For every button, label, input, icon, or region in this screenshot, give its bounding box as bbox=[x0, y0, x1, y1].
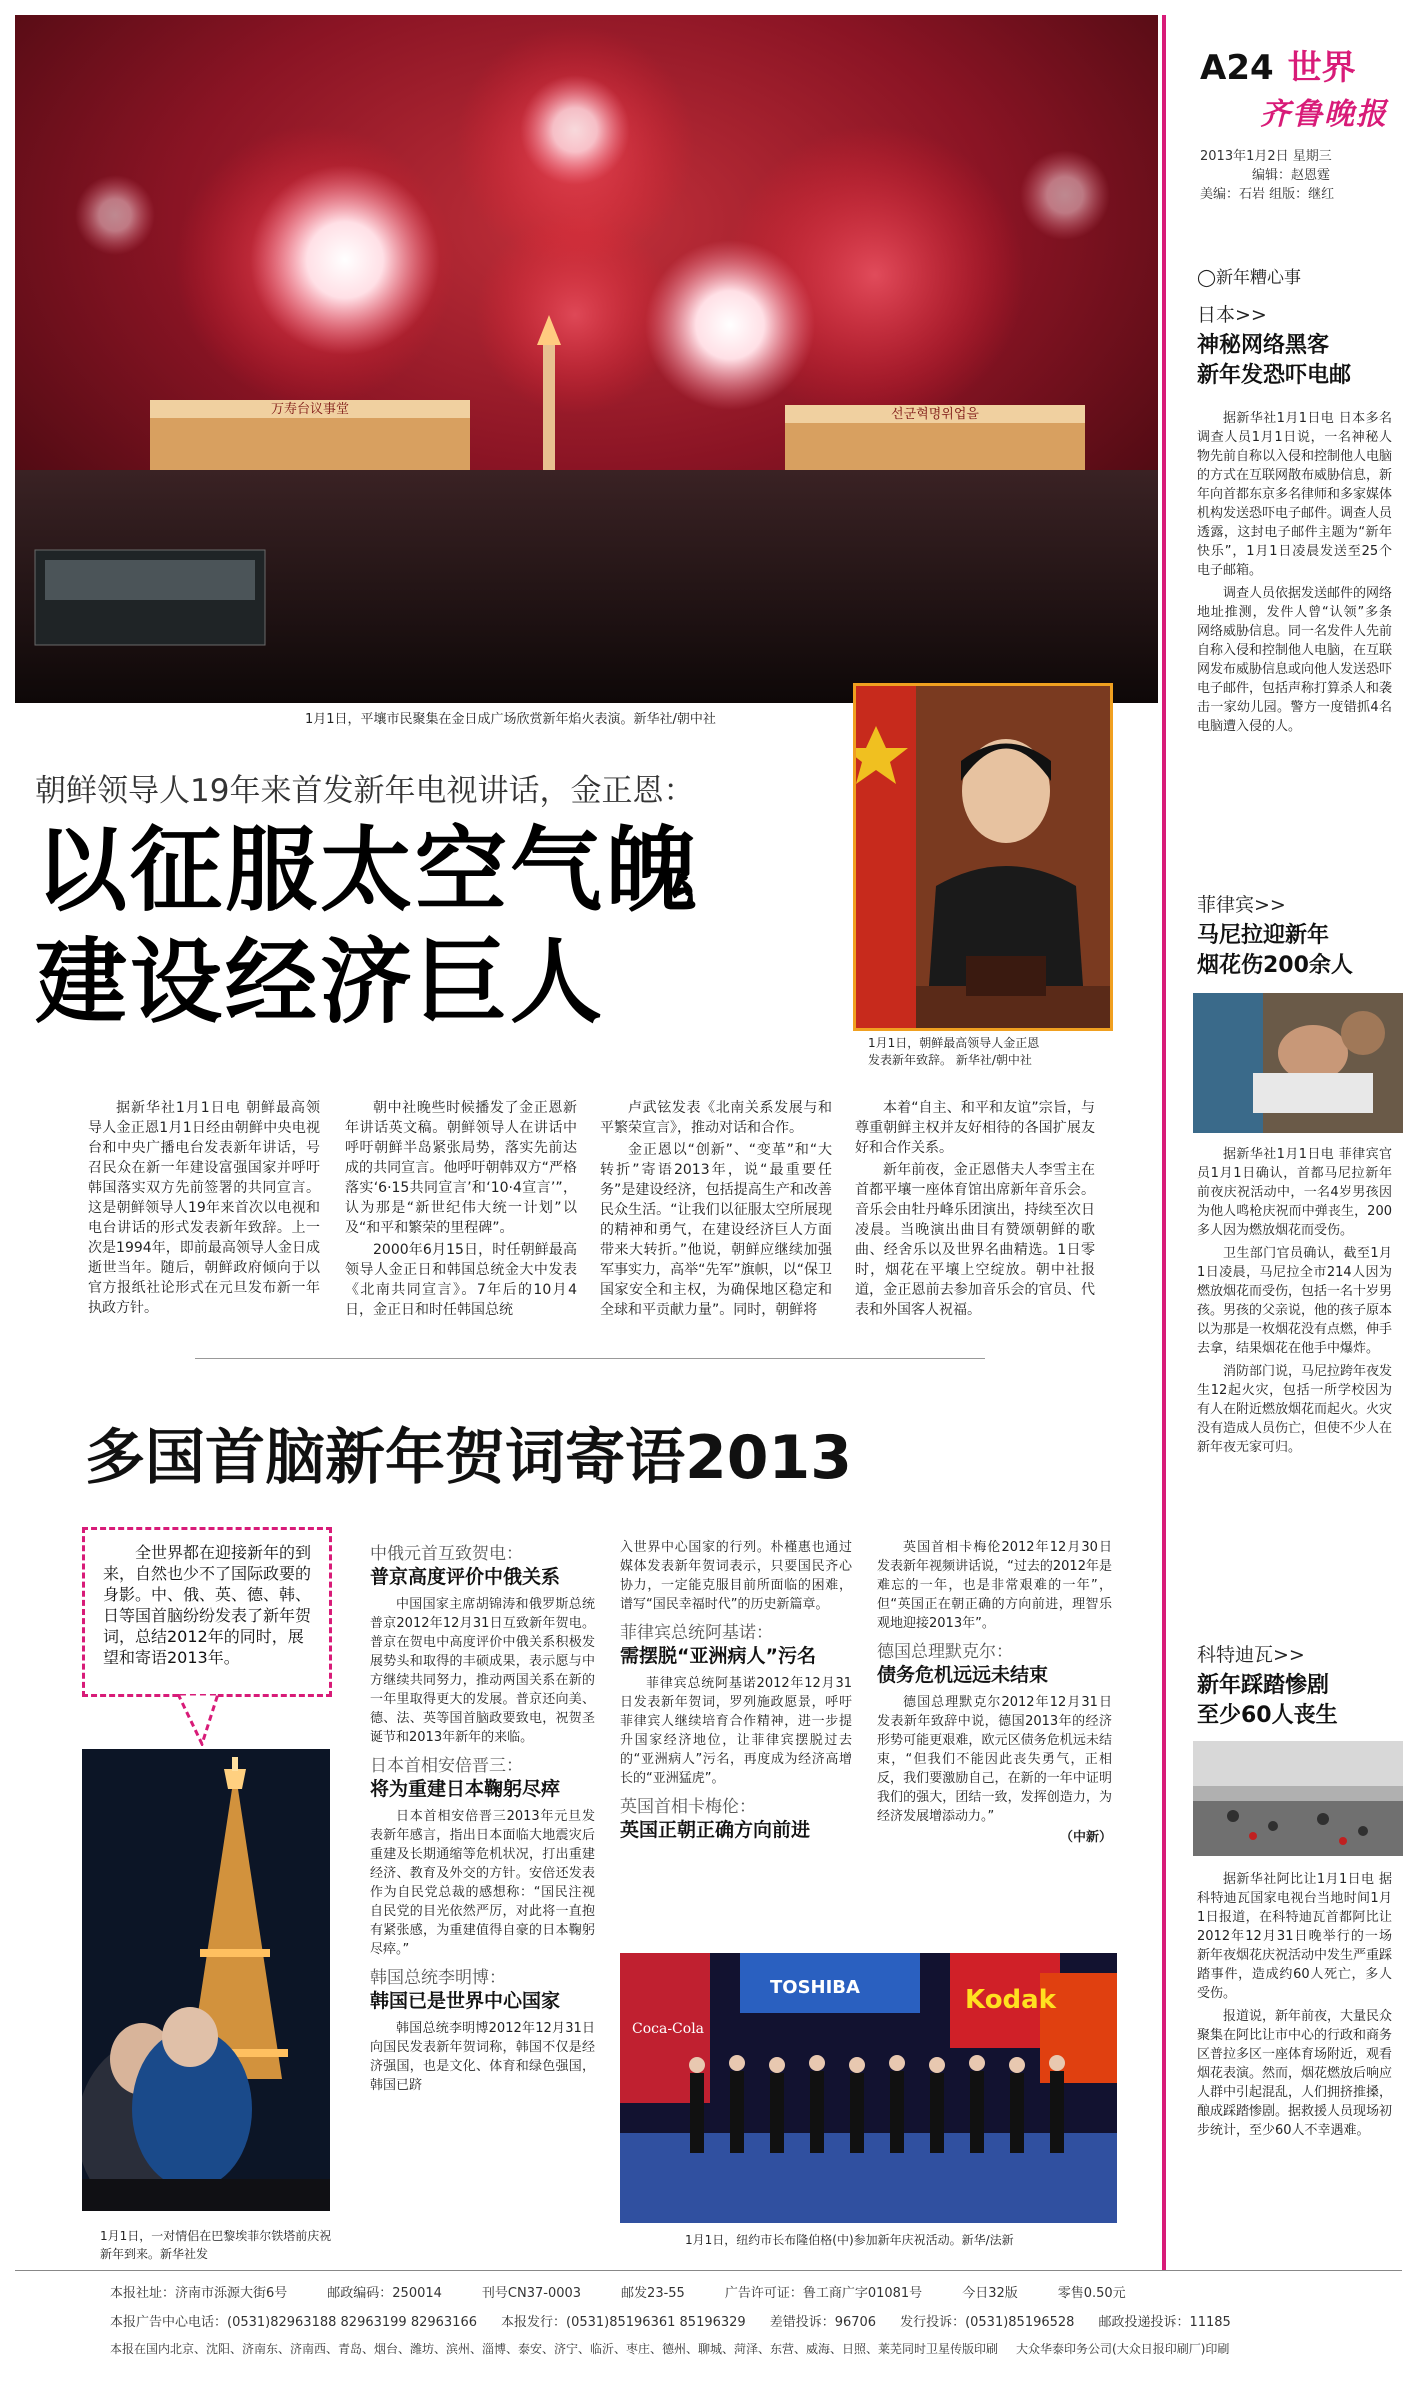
footer-postcode: 邮政编码：250014 bbox=[327, 2286, 442, 2301]
section-divider bbox=[195, 1358, 985, 1359]
portrait-caption-line2: 发表新年致辞。 新华社/朝中社 bbox=[868, 1053, 1032, 1067]
footer-error-complaint: 差错投诉：96706 bbox=[769, 2315, 877, 2330]
sub-text-china-russia: 中国国家主席胡锦涛和俄罗斯总统普京2012年12月31日互致新年贺电。普京在贺电中高度评价中俄关系积极发展势头和取得的丰硕成果，表示愿与中方继续共同努力，推动两国关系在新的一年里取得更大的发展。普京还向美、德、法、英等国首脑政要致电，祝贺圣诞节和2013年新年的来临。 bbox=[370, 1597, 595, 1745]
fireworks-image bbox=[15, 15, 1158, 703]
building-right-sign: 선군혁명위업을 bbox=[891, 407, 979, 422]
lead-column-4 bbox=[855, 1098, 1095, 1322]
sub-text-philippines: 菲律宾总统阿基诺2012年12月31日发表新年贺词，罗列施政愿景，呼吁菲律宾人继续培育合作精神，进一步提升国家经济地位，让菲律宾摆脱过去的“亚洲病人”污名，再度成为经济高增长的“亚洲猛虎”。 bbox=[620, 1676, 852, 1786]
lead-kicker: 朝鲜领导人19年来首发新年电视讲话，金正恩： bbox=[35, 773, 695, 809]
lead-col3-p2: 金正恩以“创新”、“变革”和“大转折”寄语2013年，说“最重要任务”是建设经济，包括提高生产和改善民众生活。“让我们以征服太空所展现的精神和勇气，在建设经济巨人方面带来大转折。”他说，朝鲜应继续加强军事实力，高举“先军”旗帜，以“保卫国家安全和主权，为确保地区稳定和全球和平贡献力量”。同时，朝鲜将 bbox=[600, 1142, 832, 1318]
sub-head-germany: 债务危机远远未结束 bbox=[877, 1664, 1049, 1686]
sub-text-japan: 日本首相安倍晋三2013年元旦发表新年感言，指出日本面临大地震灾后重建及长期通缩等危机状况，打出重建经济、教育及外交的方针。安倍还发表作为自民党总裁的感想称：“国民注视自民党的目光依然严厉，对此将一直抱有紧张感，为重建值得自豪的日本鞠躬尽瘁。” bbox=[370, 1809, 595, 1957]
sub-head-philippines: 需摆脱“亚洲病人”污名 bbox=[620, 1645, 816, 1667]
top-photo-caption: 1月1日，平壤市民聚集在金日成广场欣赏新年焰火表演。新华社/朝中社 bbox=[305, 712, 716, 727]
intro-bubble-text: 全世界都在迎接新年的到来，自然也少不了国际政要的身影。中、俄、英、德、韩、日等国首脑纷纷发表了新年贺词，总结2012年的同时，展望和寄语2013年。 bbox=[103, 1543, 312, 1667]
footer-ad-license: 广告许可证：鲁工商广字01081号 bbox=[724, 2286, 923, 2301]
sidebar-label: ◯新年糟心事 bbox=[1197, 268, 1302, 288]
sub-text-korea-cont: 入世界中心国家的行列。朴槿惠也通过媒体发表新年贺词表示，只要国民齐心协力，一定能克服目前所面临的困难，谱写“国民幸福时代”的历史新篇章。 bbox=[620, 1540, 852, 1612]
footer-price: 零售0.50元 bbox=[1057, 2286, 1126, 2301]
sidebar-text-philippines bbox=[1197, 1145, 1392, 1457]
lead-column-3 bbox=[600, 1098, 832, 1322]
lead-col2-p2: 2000年6月15日，时任朝鲜最高领导人金正日和韩国总统金大中发表《北南共同宣言》。7年后的10月4日，金正日和时任韩国总统 bbox=[345, 1242, 577, 1318]
footer-pages: 今日32版 bbox=[962, 2286, 1018, 2301]
footer-row-2 bbox=[110, 2311, 1390, 2330]
sidebar-head-japan bbox=[1197, 331, 1392, 391]
footer-distribution: 本报发行：(0531)85196361 85196329 bbox=[501, 2315, 746, 2330]
sidebar-text-japan-p1: 据新华社1月1日电 日本多名调查人员1月1日说，一名神秘人物先前自称以入侵和控制他人电脑的方式在互联网散布威胁信息，新年向首都东京多名律师和多家媒体机构发送恐吓电子邮件。调查人员透露，这封电子邮件主题为“新年快乐”，1月1日凌晨发送至25个电子邮箱。 bbox=[1197, 411, 1393, 578]
second-col-3 bbox=[877, 1538, 1112, 1847]
sidebar-head-ivorycoast-line1: 新年踩踏惨剧 bbox=[1197, 1673, 1330, 1698]
sidebar-photo-philippines bbox=[1193, 993, 1403, 1133]
sidebar-head-philippines-line2: 烟花伤200余人 bbox=[1197, 953, 1353, 978]
lead-col3-p1: 卢武铉发表《北南关系发展与和平繁荣宣言》，推动对话和合作。 bbox=[600, 1100, 832, 1136]
portrait-caption bbox=[868, 1035, 1128, 1069]
sidebar-text-philippines-p2: 卫生部门官员确认，截至1月1日凌晨，马尼拉全市214人因为燃放烟花而受伤，包括一名十岁男孩。男孩的父亲说，他的孩子原本以为那是一枚烟花没有点燃，伸手去拿，结果烟花在他手中爆炸。 bbox=[1197, 1246, 1393, 1356]
footer-issn: 刊号CN37-0003 bbox=[481, 2286, 582, 2301]
lead-headline-line2: 建设经济巨人 bbox=[35, 929, 606, 1036]
sidebar-text-japan bbox=[1197, 409, 1392, 736]
footer-row-1 bbox=[110, 2282, 1390, 2301]
top-photo bbox=[15, 15, 1158, 703]
lead-col1-p1: 据新华社1月1日电 朝鲜最高领导人金正恩1月1日经由朝鲜中央电视台和中央广播电台发表新年讲话，号召民众在新一年建设富强国家并呼吁韩国落实双方先前签署的共同宣言。这是朝鲜领导人19年来首次以电视和电台讲话的形式发表新年致辞。上一次是1994年，即前最高领导人金日成逝世当年。随后，朝鲜政府倾向于以官方报纸社论形式在元旦发布新一年执政方针。 bbox=[88, 1100, 320, 1316]
injured-child-image bbox=[1193, 993, 1403, 1133]
second-credit: （中新） bbox=[1059, 1830, 1112, 1845]
sign-kodak: Kodak bbox=[965, 1985, 1056, 2015]
newyork-photo bbox=[620, 1953, 1117, 2223]
sub-head-korea: 韩国已是世界中心国家 bbox=[370, 1990, 561, 2012]
sidebar-photo-ivorycoast bbox=[1193, 1741, 1403, 1856]
sidebar-divider bbox=[1162, 15, 1166, 2270]
lead-column-2 bbox=[345, 1098, 577, 1322]
editor-credit: 编辑：赵恩霆 bbox=[1252, 168, 1331, 183]
sidebar-text-ivorycoast bbox=[1197, 1870, 1392, 2140]
footer-printer: 大众华泰印务公司(大众日报印刷厂)印刷 bbox=[1016, 2342, 1230, 2356]
sub-tag-china-russia: 中俄元首互致贺电： bbox=[370, 1544, 523, 1564]
sidebar-head-philippines bbox=[1197, 921, 1392, 981]
sub-tag-uk: 英国首相卡梅伦： bbox=[620, 1797, 756, 1817]
sub-head-china-russia: 普京高度评价中俄关系 bbox=[370, 1566, 561, 1588]
leader-portrait-image bbox=[856, 686, 1110, 1028]
lead-column-1 bbox=[88, 1098, 320, 1320]
second-col-2 bbox=[620, 1538, 852, 1848]
lead-col4-p1: 本着“自主、和平和友谊”宗旨，与尊重朝鲜主权并友好相待的各国扩展友好和合作关系。 bbox=[855, 1100, 1095, 1156]
sidebar-item-ivorycoast bbox=[1197, 1640, 1392, 2144]
sub-tag-korea: 韩国总统李明博： bbox=[370, 1968, 506, 1988]
sidebar-country-philippines: 菲律宾>> bbox=[1197, 894, 1286, 916]
sidebar-head-philippines-line1: 马尼拉迎新年 bbox=[1197, 923, 1330, 948]
footer bbox=[110, 2282, 1390, 2357]
sub-text-korea: 韩国总统李明博2012年12月31日向国民发表新年贺词称，韩国不仅是经济强国，也是文化、体育和绿色强国，韩国已跻 bbox=[370, 2021, 595, 2093]
stampede-scene-image bbox=[1193, 1741, 1403, 1856]
sub-item-germany bbox=[877, 1643, 1112, 1826]
eiffel-caption: 1月1日，一对情侣在巴黎埃菲尔铁塔前庆祝新年到来。新华社发 bbox=[100, 2229, 332, 2261]
footer-row-3 bbox=[110, 2340, 1390, 2357]
times-square-image bbox=[620, 1953, 1117, 2223]
sidebar-text-ivorycoast-p1: 据新华社阿比让1月1日电 据科特迪瓦国家电视台当地时间1月1日报道，在科特迪瓦首都阿比让2012年12月31日晚举行的一场新年夜烟花庆祝活动中发生严重踩踏事件，造成约60人死亡，多人受伤。 bbox=[1197, 1872, 1393, 2001]
lead-headline bbox=[35, 815, 700, 1039]
footer-address: 本报社址：济南市泺源大街6号 bbox=[110, 2286, 288, 2301]
issue-date: 2013年1月2日 星期三 bbox=[1200, 149, 1332, 164]
sub-text-germany: 德国总理默克尔2012年12月31日发表新年致辞中说，德国2013年的经济形势可能更艰难，欧元区债务危机远未结束，“但我们不能因此丧失勇气，正相反，我们要激励自己，在新的一年中证明我们的强大，团结一致，发挥创造力，为经济发展增添动力。” bbox=[877, 1695, 1112, 1824]
sub-item-uk bbox=[620, 1798, 852, 1840]
newyork-caption: 1月1日，纽约市长布隆伯格(中)参加新年庆祝活动。新华/法新 bbox=[685, 2233, 1014, 2247]
sidebar-country-ivorycoast: 科特迪瓦>> bbox=[1197, 1644, 1305, 1666]
sidebar-head-ivorycoast-line2: 至少60人丧生 bbox=[1197, 1703, 1338, 1728]
sub-tag-germany: 德国总理默克尔： bbox=[877, 1642, 1013, 1662]
intro-bubble bbox=[82, 1527, 332, 1697]
sidebar-text-philippines-p1: 据新华社1月1日电 菲律宾官员1月1日确认，首都马尼拉新年前夜庆祝活动中，一名4岁男孩因为他人鸣枪庆祝而中弹丧生，200多人因为燃放烟花而受伤。 bbox=[1197, 1147, 1392, 1238]
sub-tag-philippines: 菲律宾总统阿基诺： bbox=[620, 1623, 773, 1643]
sidebar-text-ivorycoast-p2: 报道说，新年前夜，大量民众聚集在阿比让市中心的行政和商务区普拉多区一座体育场附近，观看烟花表演。然而，烟花燃放后响应人群中引起混乱，人们拥挤推搡，酿成踩踏惨剧。据救援人员现场初步统计，至少60人不幸遇难。 bbox=[1197, 2009, 1393, 2138]
sub-item-japan bbox=[370, 1757, 595, 1959]
sidebar-head-japan-line2: 新年发恐吓电邮 bbox=[1197, 363, 1352, 388]
sign-cocacola: Coca-Cola bbox=[632, 2021, 705, 2037]
sub-item-philippines bbox=[620, 1624, 852, 1788]
footer-rule bbox=[15, 2270, 1402, 2271]
sub-item-korea bbox=[370, 1969, 595, 2095]
bubble-tail bbox=[178, 1694, 228, 1746]
sub-item-china-russia bbox=[370, 1545, 595, 1747]
footer-ad-phone: 本报广告中心电话：(0531)82963188 82963199 82963166 bbox=[110, 2315, 477, 2330]
second-headline: 多国首脑新年贺词寄语2013 bbox=[85, 1423, 852, 1493]
footer-print-cities: 本报在国内北京、沈阳、济南东、济南西、青岛、烟台、潍坊、滨州、淄博、泰安、济宁、临沂、枣庄、德州、聊城、菏泽、东营、威海、日照、莱芜同时卫星传版印刷 bbox=[110, 2342, 999, 2356]
sub-tag-japan: 日本首相安倍晋三： bbox=[370, 1756, 523, 1776]
footer-post-code: 邮发23-55 bbox=[621, 2286, 685, 2301]
sidebar-country-japan: 日本>> bbox=[1197, 304, 1267, 326]
lead-headline-line1: 以征服太空气魄 bbox=[35, 817, 701, 924]
sign-toshiba: TOSHIBA bbox=[770, 1977, 860, 1998]
paper-logo: 齐鲁晚报 bbox=[1260, 97, 1388, 132]
footer-distribution-complaint: 发行投诉：(0531)85196528 bbox=[900, 2315, 1075, 2330]
section-name: 世界 bbox=[1287, 48, 1356, 88]
masthead bbox=[1200, 40, 1400, 202]
sidebar-head-ivorycoast bbox=[1197, 1671, 1392, 1731]
sidebar-text-japan-p2: 调查人员依据发送邮件的网络地址推测，发件人曾“认领”多条网络威胁信息。同一名发件人先前自称入侵和控制他人电脑，在互联网发布威胁信息或向他人发送恐吓电子邮件，包括声称打算杀人和袭击一家幼儿园。警方一度错抓4名电脑遭入侵的人。 bbox=[1197, 586, 1393, 734]
designer-credit: 美编：石岩 组版：继红 bbox=[1200, 187, 1335, 202]
second-col-1 bbox=[370, 1545, 595, 2097]
sub-head-japan: 将为重建日本鞠躬尽瘁 bbox=[370, 1778, 561, 1800]
page-number: A24 bbox=[1200, 48, 1274, 88]
eiffel-tower-image bbox=[82, 1749, 330, 2211]
footer-postal-complaint: 邮政投递投诉：11185 bbox=[1098, 2315, 1231, 2330]
portrait-photo bbox=[853, 683, 1113, 1031]
eiffel-photo bbox=[82, 1749, 330, 2211]
lead-col4-p2: 新年前夜，金正恩偕夫人李雪主在首都平壤一座体育馆出席新年音乐会。音乐会由牡丹峰乐团演出，持续至次日凌晨。当晚演出曲目有赞颂朝鲜的歌曲、经舍乐以及世界名曲精选。1日零时，烟花在平壤上空绽放。朝中社报道，金正恩前去参加音乐会的官员、代表和外国客人祝福。 bbox=[855, 1162, 1095, 1318]
building-left-sign: 万寿台议事堂 bbox=[270, 402, 350, 417]
sidebar-item-philippines bbox=[1197, 890, 1392, 1461]
sub-text-uk: 英国首相卡梅伦2012年12月30日发表新年视频讲话说，“过去的2012年是难忘的一年，也是非常艰难的一年”，但“英国正在朝正确的方向前进，理智乐观地迎接2013年”。 bbox=[877, 1540, 1112, 1631]
lead-col2-p1: 朝中社晚些时候播发了金正恩新年讲话英文稿。朝鲜领导人在讲话中呼吁朝鲜半岛紧张局势，落实先前达成的共同宣言。他呼吁朝韩双方“严格落实‘6·15共同宣言’和‘10·4宣言’”，认为那是“新世纪伟大统一计划”以及“和平和繁荣的里程碑”。 bbox=[345, 1100, 577, 1236]
sidebar-text-philippines-p3: 消防部门说，马尼拉跨年夜发生12起火灾，包括一所学校因为有人在附近燃放烟花而起火。火灾没有造成人员伤亡，但使不少人在新年夜无家可归。 bbox=[1197, 1364, 1393, 1455]
sub-head-uk: 英国正朝正确方向前进 bbox=[620, 1819, 811, 1841]
sidebar-item-japan bbox=[1197, 300, 1392, 740]
portrait-caption-line1: 1月1日，朝鲜最高领导人金正恩 bbox=[868, 1036, 1040, 1050]
sidebar-head-japan-line1: 神秘网络黑客 bbox=[1197, 333, 1330, 358]
